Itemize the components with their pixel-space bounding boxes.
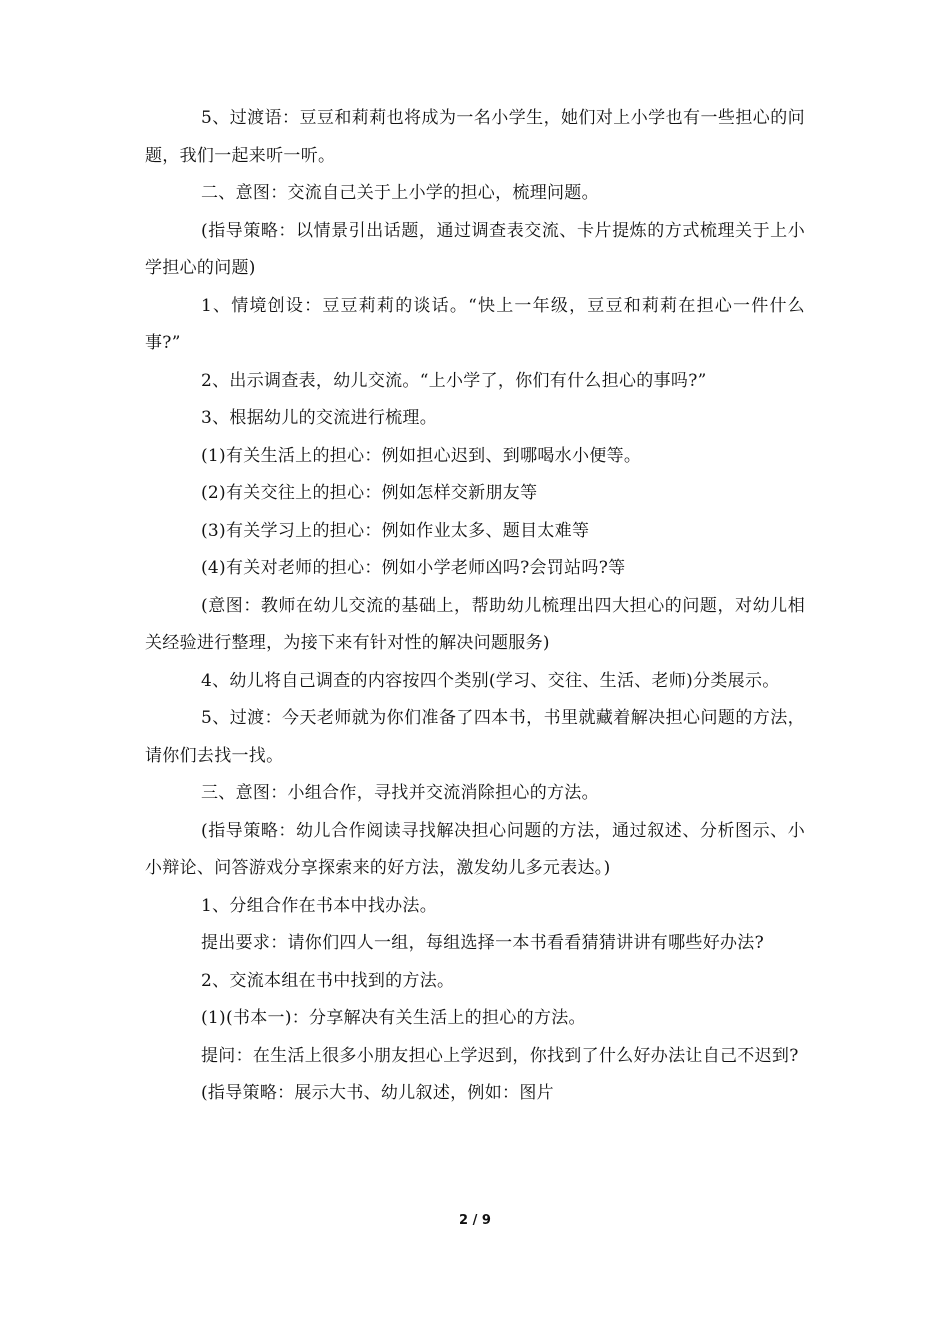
paragraph: (指导策略：展示大书、幼儿叙述，例如：图片: [201, 1083, 554, 1103]
list-item: (1)(书本一)：分享解决有关生活上的担心的方法。: [201, 1008, 586, 1028]
paragraph: 1、情境创设：豆豆莉莉的谈话。“快上一年级，豆豆和莉莉在担心一件什么事?”: [145, 295, 805, 353]
paragraph: 5、过渡：今天老师就为你们准备了四本书，书里就藏着解决担心问题的方法，请你们去找一找。: [145, 708, 805, 766]
paragraph: 1、分组合作在书本中找办法。: [201, 895, 438, 916]
paragraph: 提出要求：请你们四人一组，每组选择一本书看看猜猜讲讲有哪些好办法?: [201, 933, 765, 953]
list-item: (2)有关交往上的担心：例如怎样交新朋友等: [201, 483, 538, 503]
paragraph: 2、交流本组在书中找到的方法。: [201, 970, 455, 991]
paragraph: 5、过渡语：豆豆和莉莉也将成为一名小学生，她们对上小学也有一些担心的问题，我们一起来听一听。: [145, 108, 805, 166]
document-body: [145, 100, 805, 1113]
paragraph: (指导策略：幼儿合作阅读寻找解决担心问题的方法，通过叙述、分析图示、小小辩论、问答游戏分享探索来的好方法，激发幼儿多元表达。): [145, 820, 805, 878]
paragraph: 提问：在生活上很多小朋友担心上学迟到，你找到了什么好办法让自己不迟到?: [201, 1045, 799, 1066]
paragraph: 3、根据幼儿的交流进行梳理。: [201, 408, 438, 428]
paragraph: 4、幼儿将自己调查的内容按四个类别(学习、交往、生活、老师)分类展示。: [201, 670, 780, 691]
section-heading: 三、意图：小组合作，寻找并交流消除担心的方法。: [201, 783, 599, 803]
paragraph: (意图：教师在幼儿交流的基础上，帮助幼儿梳理出四大担心的问题，对幼儿相关经验进行整理，为接下来有针对性的解决问题服务): [145, 595, 805, 653]
list-item: (1)有关生活上的担心：例如担心迟到、到哪喝水小便等。: [201, 445, 642, 466]
section-heading: 二、意图：交流自己关于上小学的担心，梳理问题。: [201, 183, 599, 203]
page-number: 2 / 9: [459, 1213, 491, 1228]
paragraph: 2、出示调查表，幼儿交流。“上小学了，你们有什么担心的事吗?”: [201, 370, 707, 391]
list-item: (4)有关对老师的担心：例如小学老师凶吗?会罚站吗?等: [201, 558, 626, 578]
list-item: (3)有关学习上的担心：例如作业太多、题目太难等: [201, 520, 590, 541]
paragraph: (指导策略：以情景引出话题，通过调查表交流、卡片提炼的方式梳理关于上小学担心的问题): [145, 220, 805, 278]
